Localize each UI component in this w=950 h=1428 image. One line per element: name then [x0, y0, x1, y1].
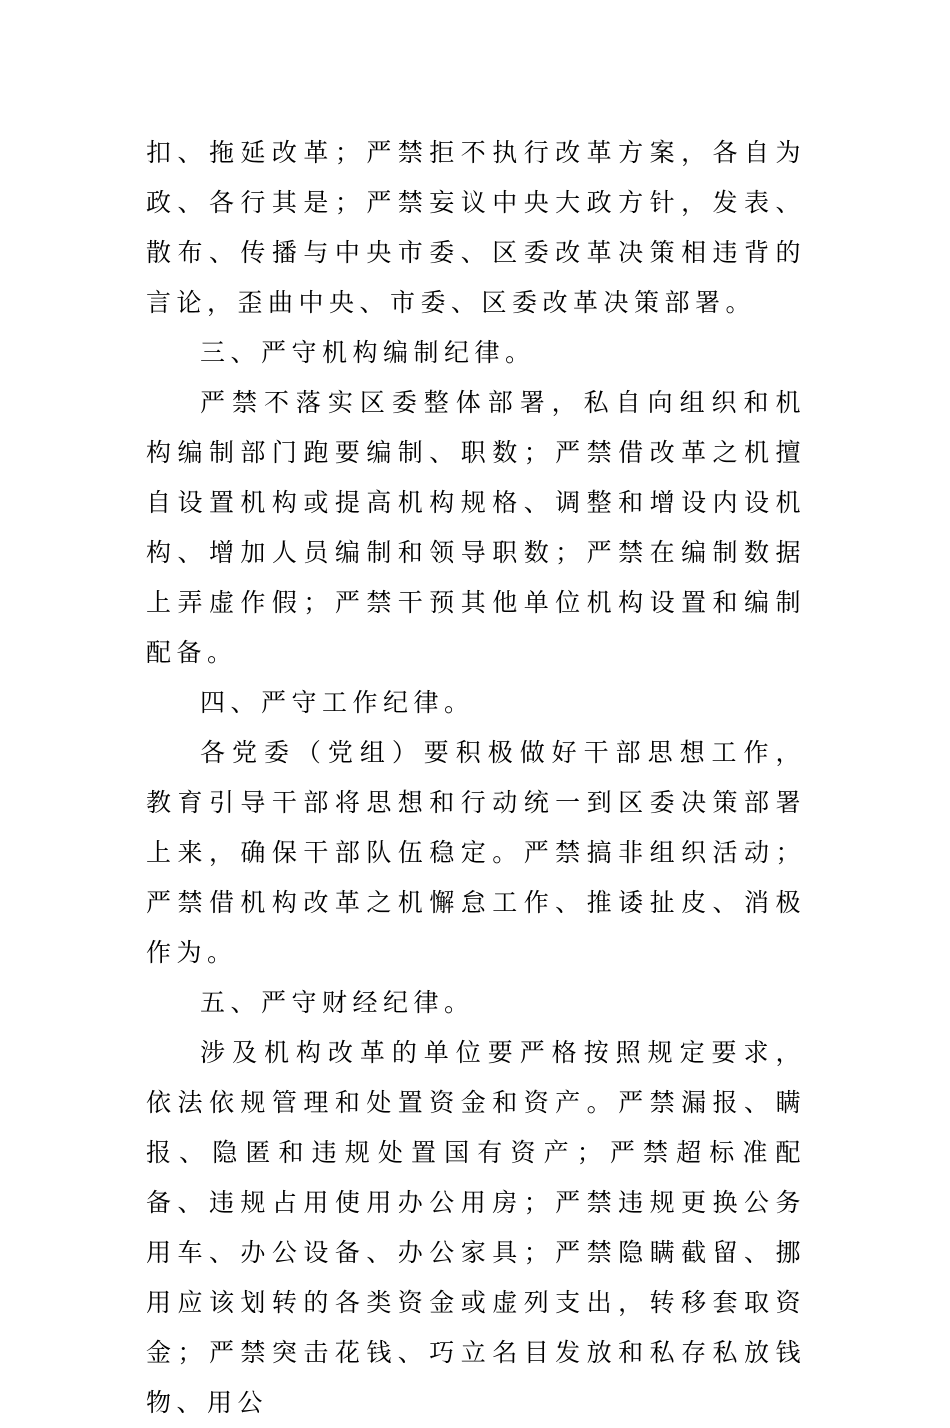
section-heading-3: 三、严守机构编制纪律。	[200, 338, 536, 367]
section-heading-4: 四、严守工作纪律。	[200, 688, 475, 717]
document-body	[146, 128, 806, 1428]
paragraph-section-4: 各党委（党组）要积极做好干部思想工作，教育引导干部将思想和行动统一到区委决策部署上来，确保干部队伍稳定。严禁搞非组织活动；严禁借机构改革之机懈怠工作、推诿扯皮、消极作为。	[146, 738, 806, 967]
paragraph-section-5: 涉及机构改革的单位要严格按照规定要求，依法依规管理和处置资金和资产。严禁漏报、瞒报、隐匿和违规处置国有资产；严禁超标准配备、违规占用使用办公用房；严禁违规更换公务用车、办公设备、办公家具；严禁隐瞒截留、挪用应该划转的各类资金或虚列支出，转移套取资金；严禁突击花钱、巧立名目发放和私存私放钱物、用公	[146, 1038, 806, 1417]
paragraph-section-3: 严禁不落实区委整体部署，私自向组织和机构编制部门跑要编制、职数；严禁借改革之机擅自设置机构或提高机构规格、调整和增设内设机构、增加人员编制和领导职数；严禁在编制数据上弄虚作假；严禁干预其他单位机构设置和编制配备。	[146, 388, 806, 667]
paragraph-continued: 扣、拖延改革；严禁拒不执行改革方案，各自为政、各行其是；严禁妄议中央大政方针，发表、散布、传播与中央市委、区委改革决策相违背的言论，歪曲中央、市委、区委改革决策部署。	[146, 138, 806, 317]
section-heading-5: 五、严守财经纪律。	[200, 988, 475, 1017]
